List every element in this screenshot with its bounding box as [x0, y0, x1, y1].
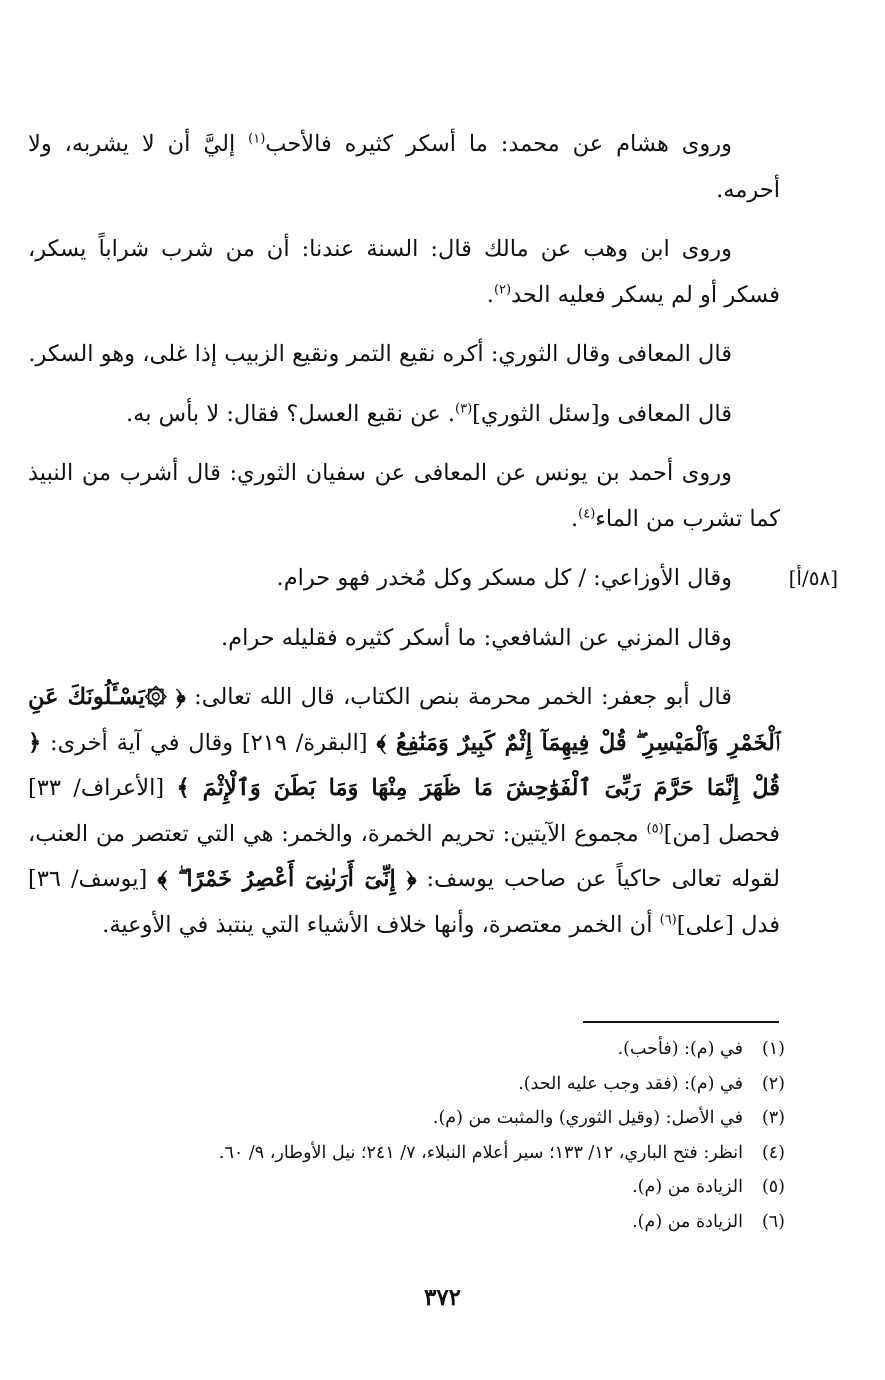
main-text — [28, 122, 838, 948]
page-number: ٣٧٢ — [423, 1284, 462, 1311]
footnote-number: (١) — [761, 1039, 785, 1059]
footnote-number: (٢) — [761, 1073, 785, 1094]
text-run: . — [571, 505, 579, 532]
text-run: [يوسف/ ٣٦] فدل [على] — [28, 866, 780, 938]
footnote-marker: (٢) — [493, 282, 512, 297]
quran-verse: ﴿ قُلْ إِنَّمَا حَرَّمَ رَبِّىَ ٱلْفَوَٰحِشَ مَا ظَهَرَ مِنْهَا وَمَا بَطَنَ وَٱلْإِثْمَ ﴾ — [28, 729, 780, 801]
text-run: . — [486, 281, 494, 308]
footnote-number: (٤) — [761, 1142, 785, 1163]
text-run: قال المعافى و[سئل الثوري] — [472, 400, 732, 427]
paragraph — [28, 332, 780, 378]
text-run: [البقرة/ ٢١٩] وقال في آية أخرى: — [41, 729, 377, 756]
text-run: إليَّ أن لا يشربه، ولا أحرمه. — [28, 131, 780, 203]
paragraph — [28, 451, 780, 542]
footnote — [60, 1032, 785, 1067]
footnote-number: (٦) — [761, 1211, 785, 1232]
text-run: أن الخمر معتصرة، وأنها خلاف الأشياء التي ينتبذ في الأوعية. — [102, 911, 660, 938]
footnote-marker: (٦) — [659, 912, 677, 927]
footnote-marker: (٣) — [455, 401, 473, 416]
text-run: قال المعافى وقال الثوري: أكره نقيع التمر ونقيع الزبيب إذا غلى، وهو السكر. — [28, 341, 732, 367]
footnote — [60, 1205, 785, 1240]
text-run: قال أبو جعفر: الخمر محرمة بنص الكتاب، قال الله تعالى: — [185, 684, 732, 710]
footnote-marker: (٤) — [578, 506, 596, 521]
footnote-separator — [583, 1021, 779, 1023]
footnote-number: (٥) — [761, 1177, 785, 1197]
text-run: . عن نقيع العسل؟ فقال: لا بأس به. — [125, 400, 455, 427]
text-run: مجموع الآيتين: تحريم الخمرة، والخمر: هي التي تعتصر من العنب، لقوله تعالى حاكياً عن صاحب يوسف: — [28, 820, 780, 892]
footnote-text: في الأصل: (وقيل الثوري) والمثبت من (م). — [432, 1108, 743, 1128]
paragraph — [28, 556, 838, 602]
footnote-marker: (٥) — [646, 821, 664, 836]
footnote — [60, 1170, 785, 1205]
text-run: وقال الأوزاعي: / كل مسكر وكل مُخدر فهو حرام. — [276, 565, 732, 591]
paragraph — [28, 675, 780, 948]
footnote-text: الزيادة من (م). — [632, 1177, 743, 1197]
text-run: وروى هشام عن محمد: ما أسكر كثيره فالأحب — [265, 131, 732, 157]
paragraph — [28, 616, 780, 662]
manuscript-folio-marker: [٥٨/أ] — [788, 566, 838, 590]
footnote-text: في (م): (فقد وجب عليه الحد). — [518, 1073, 743, 1094]
quran-verse: ﴿ إِنِّىٓ أَرَىٰنِىٓ أَعْصِرُ خَمْرًا ۖ ﴾ — [157, 866, 417, 892]
footnote — [60, 1067, 785, 1102]
paragraph — [28, 122, 780, 213]
quran-verse: ﴿ ۞يَسْـَٔلُونَكَ عَنِ ٱلْخَمْرِ وَٱلْمَيْسِرِ ۖ قُلْ فِيهِمَآ إِثْمٌ كَبِيرٌ وَمَنَٰفِعُ ﴾ — [28, 684, 780, 756]
footnote-number: (٣) — [761, 1108, 785, 1128]
text-run: وقال المزني عن الشافعي: ما أسكر كثيره فقليله حرام. — [220, 624, 732, 651]
footnote — [60, 1101, 785, 1136]
footnote — [60, 1136, 785, 1171]
footnote-text: في (م): (فأحب). — [617, 1039, 743, 1059]
text-run: وروى ابن وهب عن مالك قال: السنة عندنا: أن من شرب شراباً يسكر، فسكر أو لم يسكر فعليه الحد — [28, 236, 780, 308]
text-run: [الأعراف/ ٣٣] فحصل [من] — [28, 775, 780, 847]
text-run: وروى أحمد بن يونس عن المعافى عن سفيان الثوري: قال أشرب من النبيذ كما تشرب من الماء — [28, 460, 780, 532]
footnote-text: انظر: فتح الباري، ١٢/ ١٣٣؛ سير أعلام النبلاء، ٧/ ٢٤١؛ نيل الأوطار، ٩/ ٦٠. — [218, 1142, 743, 1163]
paragraph — [28, 392, 780, 438]
paragraph — [28, 227, 780, 318]
footnotes — [60, 1032, 785, 1239]
footnote-marker: (١) — [248, 131, 266, 147]
footnote-text: الزيادة من (م). — [632, 1211, 743, 1232]
